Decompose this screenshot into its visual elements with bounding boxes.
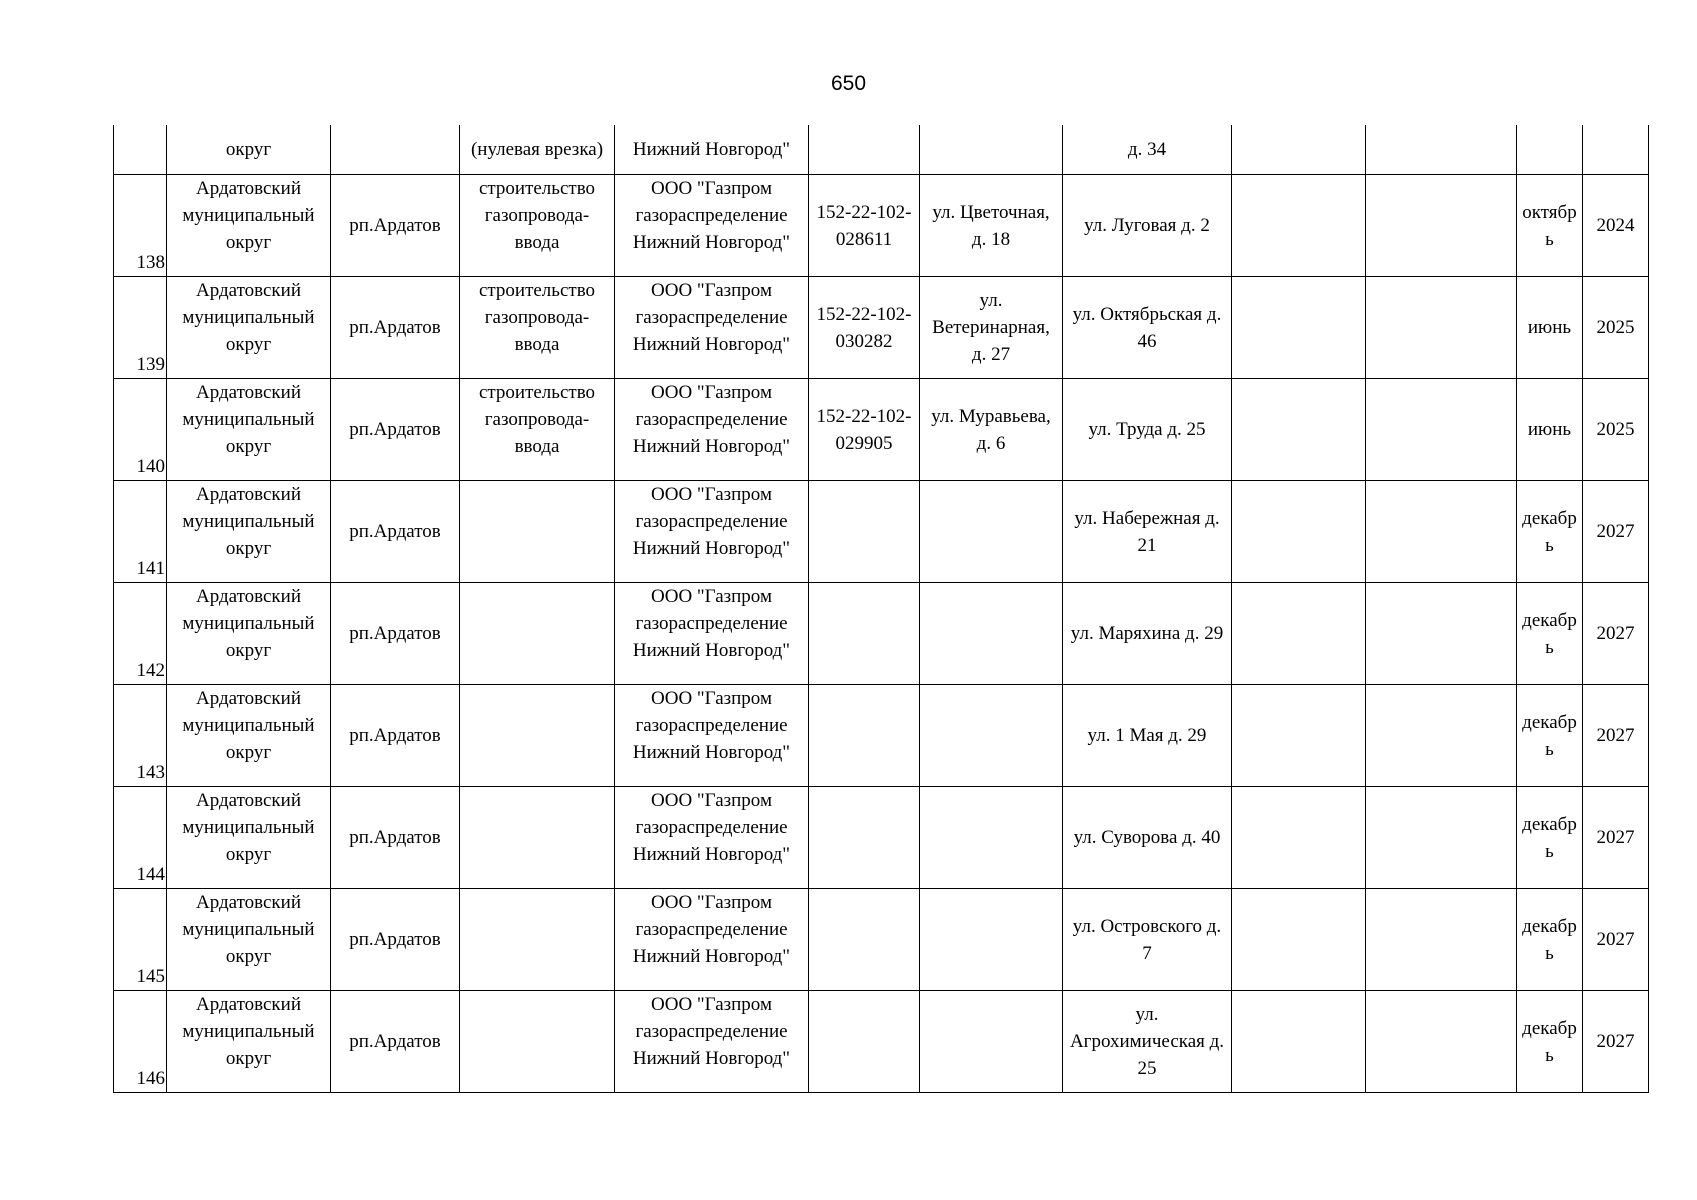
year-cell: 2027 (1583, 787, 1649, 889)
blank-cell-9 (1232, 583, 1366, 685)
code-cell (809, 787, 920, 889)
code-cell: 152-22-102- 029905 (809, 379, 920, 481)
address-from-cell (920, 583, 1063, 685)
table-row-140 (114, 379, 1649, 481)
blank-cell-9 (1232, 481, 1366, 583)
row-number-cell: 145 (114, 889, 167, 991)
settlement-cell (331, 125, 460, 175)
code-cell (809, 991, 920, 1093)
month-cell: июнь (1517, 379, 1583, 481)
year-cell: 2025 (1583, 379, 1649, 481)
address-to-cell: д. 34 (1063, 125, 1232, 175)
settlement-cell: рп.Ардатов (331, 889, 460, 991)
page-number: 650 (830, 72, 867, 95)
table-row-141 (114, 481, 1649, 583)
table-row-continuation (114, 125, 1649, 175)
address-from-cell (920, 991, 1063, 1093)
row-number-cell: 146 (114, 991, 167, 1093)
address-to-cell: ул. Суворова д. 40 (1063, 787, 1232, 889)
table-row-146 (114, 991, 1649, 1093)
row-number-cell: 144 (114, 787, 167, 889)
row-number-cell (114, 125, 167, 175)
blank-cell-9 (1232, 685, 1366, 787)
address-from-cell (920, 481, 1063, 583)
district-cell: Ардатовский муниципальный округ (167, 889, 331, 991)
work-type-cell (460, 685, 615, 787)
district-cell: Ардатовский муниципальный округ (167, 277, 331, 379)
address-to-cell: ул. Набережная д. 21 (1063, 481, 1232, 583)
blank-cell-10 (1366, 787, 1517, 889)
organization-cell: ООО "Газпром газораспределение Нижний Новгород" (615, 481, 809, 583)
district-cell: Ардатовский муниципальный округ (167, 583, 331, 685)
address-from-cell (920, 685, 1063, 787)
table-row-139 (114, 277, 1649, 379)
year-cell: 2027 (1583, 481, 1649, 583)
month-cell: октябр ь (1517, 175, 1583, 277)
blank-cell-10 (1366, 991, 1517, 1093)
address-to-cell: ул. 1 Мая д. 29 (1063, 685, 1232, 787)
work-type-cell: строительство газопровода- ввода (460, 277, 615, 379)
row-number-cell: 139 (114, 277, 167, 379)
organization-cell: ООО "Газпром газораспределение Нижний Новгород" (615, 991, 809, 1093)
blank-cell-9 (1232, 175, 1366, 277)
code-cell (809, 583, 920, 685)
month-cell (1517, 125, 1583, 175)
settlement-cell: рп.Ардатов (331, 991, 460, 1093)
blank-cell-10 (1366, 125, 1517, 175)
code-cell (809, 685, 920, 787)
code-cell (809, 889, 920, 991)
code-cell (809, 125, 920, 175)
address-from-cell (920, 787, 1063, 889)
organization-cell: ООО "Газпром газораспределение Нижний Новгород" (615, 175, 809, 277)
code-cell (809, 481, 920, 583)
settlement-cell: рп.Ардатов (331, 175, 460, 277)
settlement-cell: рп.Ардатов (331, 379, 460, 481)
month-cell: июнь (1517, 277, 1583, 379)
blank-cell-10 (1366, 583, 1517, 685)
year-cell: 2024 (1583, 175, 1649, 277)
organization-cell: ООО "Газпром газораспределение Нижний Новгород" (615, 685, 809, 787)
address-from-cell (920, 889, 1063, 991)
address-from-cell (920, 125, 1063, 175)
year-cell: 2027 (1583, 991, 1649, 1093)
gas-connection-table (113, 125, 1649, 1093)
blank-cell-10 (1366, 277, 1517, 379)
district-cell: Ардатовский муниципальный округ (167, 787, 331, 889)
table-row-144 (114, 787, 1649, 889)
address-to-cell: ул. Октябрьская д. 46 (1063, 277, 1232, 379)
table-row-138 (114, 175, 1649, 277)
year-cell: 2027 (1583, 889, 1649, 991)
blank-cell-9 (1232, 787, 1366, 889)
code-cell: 152-22-102- 030282 (809, 277, 920, 379)
blank-cell-9 (1232, 379, 1366, 481)
work-type-cell (460, 991, 615, 1093)
settlement-cell: рп.Ардатов (331, 277, 460, 379)
month-cell: декабр ь (1517, 583, 1583, 685)
district-cell: Ардатовский муниципальный округ (167, 685, 331, 787)
district-cell: Ардатовский муниципальный округ (167, 175, 331, 277)
address-to-cell: ул. Луговая д. 2 (1063, 175, 1232, 277)
address-to-cell: ул. Труда д. 25 (1063, 379, 1232, 481)
blank-cell-9 (1232, 277, 1366, 379)
year-cell (1583, 125, 1649, 175)
row-number-cell: 138 (114, 175, 167, 277)
year-cell: 2027 (1583, 685, 1649, 787)
year-cell: 2025 (1583, 277, 1649, 379)
work-type-cell: строительство газопровода- ввода (460, 379, 615, 481)
work-type-cell (460, 889, 615, 991)
month-cell: декабр ь (1517, 481, 1583, 583)
row-number-cell: 141 (114, 481, 167, 583)
blank-cell-10 (1366, 175, 1517, 277)
address-to-cell: ул. Агрохимическая д. 25 (1063, 991, 1232, 1093)
table-row-145 (114, 889, 1649, 991)
district-cell: Ардатовский муниципальный округ (167, 481, 331, 583)
table-body (114, 125, 1649, 1093)
table-row-142 (114, 583, 1649, 685)
month-cell: декабр ь (1517, 889, 1583, 991)
row-number-cell: 140 (114, 379, 167, 481)
month-cell: декабр ь (1517, 787, 1583, 889)
address-from-cell: ул. Цветочная, д. 18 (920, 175, 1063, 277)
address-from-cell: ул. Ветеринарная, д. 27 (920, 277, 1063, 379)
work-type-cell: (нулевая врезка) (460, 125, 615, 175)
code-cell: 152-22-102- 028611 (809, 175, 920, 277)
work-type-cell (460, 583, 615, 685)
settlement-cell: рп.Ардатов (331, 685, 460, 787)
table-row-143 (114, 685, 1649, 787)
month-cell: декабр ь (1517, 991, 1583, 1093)
row-number-cell: 143 (114, 685, 167, 787)
year-cell: 2027 (1583, 583, 1649, 685)
blank-cell-10 (1366, 889, 1517, 991)
address-to-cell: ул. Островского д. 7 (1063, 889, 1232, 991)
organization-cell: Нижний Новгород" (615, 125, 809, 175)
work-type-cell: строительство газопровода- ввода (460, 175, 615, 277)
district-cell: Ардатовский муниципальный округ (167, 379, 331, 481)
district-cell: Ардатовский муниципальный округ (167, 991, 331, 1093)
row-number-cell: 142 (114, 583, 167, 685)
settlement-cell: рп.Ардатов (331, 787, 460, 889)
address-from-cell: ул. Муравьева, д. 6 (920, 379, 1063, 481)
organization-cell: ООО "Газпром газораспределение Нижний Новгород" (615, 379, 809, 481)
settlement-cell: рп.Ардатов (331, 481, 460, 583)
blank-cell-9 (1232, 889, 1366, 991)
work-type-cell (460, 787, 615, 889)
district-cell: округ (167, 125, 331, 175)
organization-cell: ООО "Газпром газораспределение Нижний Новгород" (615, 277, 809, 379)
blank-cell-10 (1366, 685, 1517, 787)
organization-cell: ООО "Газпром газораспределение Нижний Новгород" (615, 889, 809, 991)
settlement-cell: рп.Ардатов (331, 583, 460, 685)
organization-cell: ООО "Газпром газораспределение Нижний Новгород" (615, 583, 809, 685)
blank-cell-10 (1366, 379, 1517, 481)
work-type-cell (460, 481, 615, 583)
organization-cell: ООО "Газпром газораспределение Нижний Новгород" (615, 787, 809, 889)
month-cell: декабр ь (1517, 685, 1583, 787)
address-to-cell: ул. Маряхина д. 29 (1063, 583, 1232, 685)
blank-cell-10 (1366, 481, 1517, 583)
blank-cell-9 (1232, 991, 1366, 1093)
blank-cell-9 (1232, 125, 1366, 175)
